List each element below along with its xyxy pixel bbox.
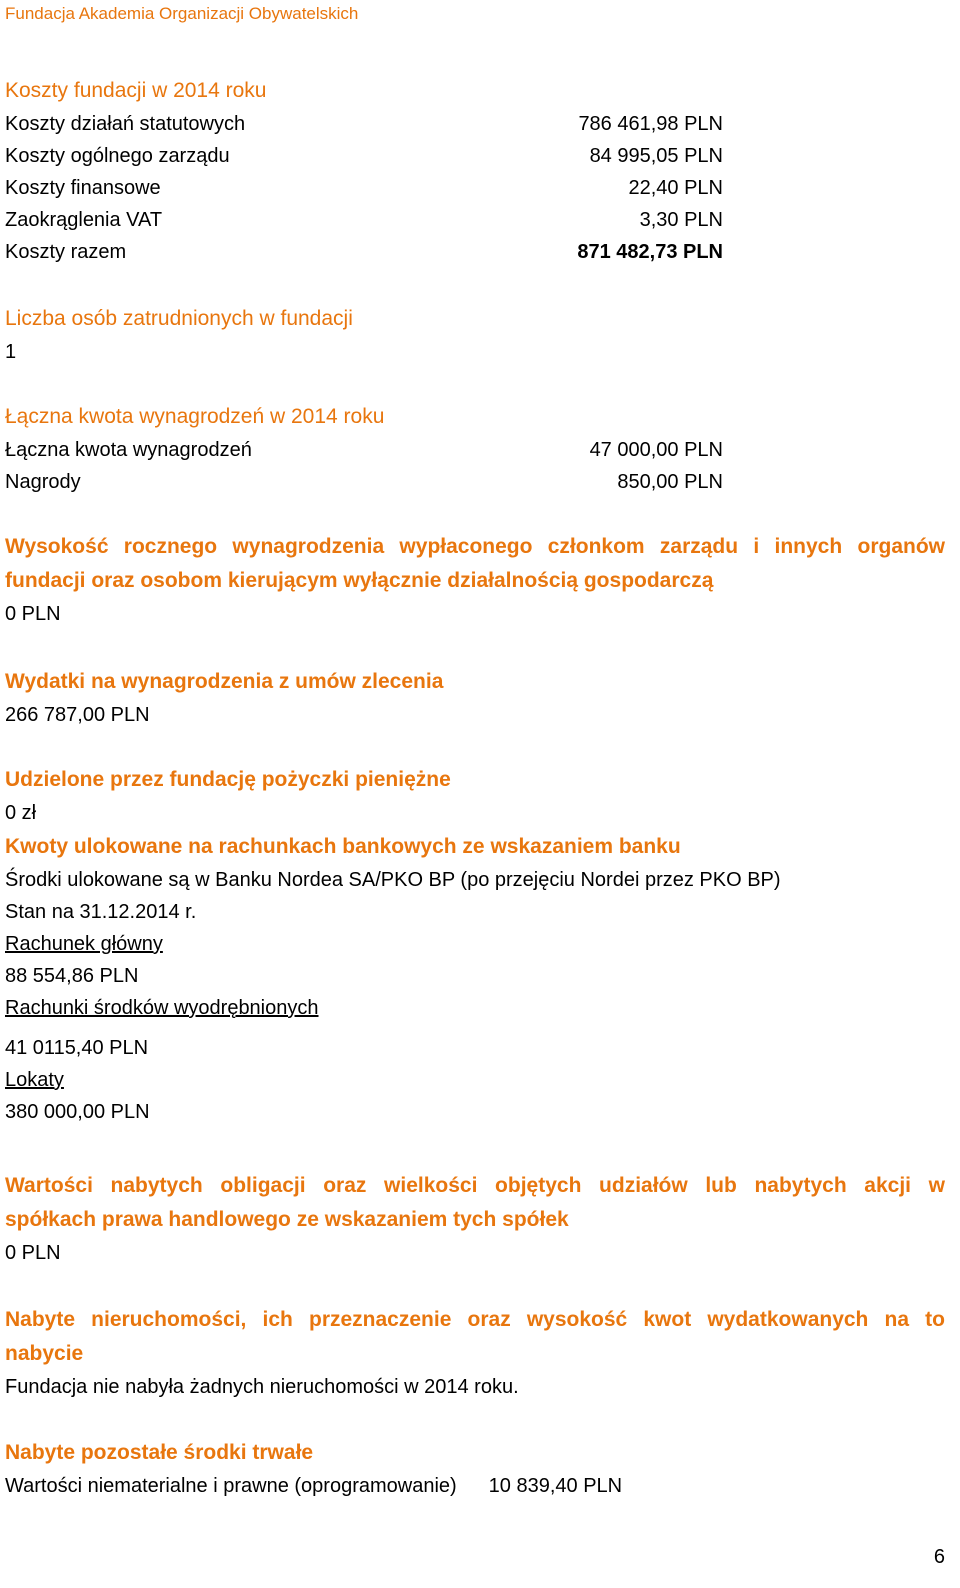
cost-label: Koszty finansowe <box>5 177 161 199</box>
page-number: 6 <box>933 1546 945 1568</box>
salary-label: Łączna kwota wynagrodzeń <box>5 439 252 461</box>
contracts-title: Wydatki na wynagrodzenia z umów zlecenia <box>5 670 444 693</box>
bank-info-line: Środki ulokowane są w Banku Nordea SA/PKO BP (po przejęciu Nordei przez PKO BP) <box>5 869 781 891</box>
cost-label: Zaokrąglenia VAT <box>5 209 163 231</box>
fixed-assets-value: 10 839,40 PLN <box>488 1475 623 1497</box>
employees-value: 1 <box>5 341 17 363</box>
salary-row <box>5 466 945 498</box>
realestate-value: Fundacja nie nabyła żadnych nieruchomości w 2014 roku. <box>5 1376 519 1398</box>
cost-total-label: Koszty razem <box>5 241 127 263</box>
contracts-value: 266 787,00 PLN <box>5 704 150 726</box>
fixed-assets-title: Nabyte pozostałe środki trwałe <box>5 1441 314 1464</box>
cost-label: Koszty działań statutowych <box>5 113 246 135</box>
cost-value: 786 461,98 PLN <box>578 113 723 135</box>
main-account-value: 88 554,86 PLN <box>5 965 139 987</box>
salary-value: 47 000,00 PLN <box>589 439 723 461</box>
loans-value: 0 zł <box>5 802 37 824</box>
deposits-label: Lokaty <box>5 1069 64 1091</box>
document-header: Fundacja Akademia Organizacji Obywatelskich <box>5 4 359 23</box>
cost-value: 22,40 PLN <box>628 177 723 199</box>
bonds-section <box>5 1169 945 1269</box>
cost-value: 84 995,05 PLN <box>589 145 723 167</box>
bank-title: Kwoty ulokowane na rachunkach bankowych ze wskazaniem banku <box>5 835 681 858</box>
salary-value: 850,00 PLN <box>617 471 723 493</box>
loans-section <box>5 763 945 829</box>
cost-label: Koszty ogólnego zarządu <box>5 145 230 167</box>
loans-title: Udzielone przez fundację pożyczki pieniężne <box>5 768 451 791</box>
board-pay-title-line1: Wysokość rocznego wynagrodzenia wypłaconego członkom zarządu i innych organów <box>5 535 945 558</box>
costs-section <box>5 74 945 268</box>
salary-row <box>5 434 945 466</box>
bonds-title-line1: Wartości nabytych obligacji oraz wielkości objętych udziałów lub nabytych akcji w <box>5 1174 945 1197</box>
employees-title: Liczba osób zatrudnionych w fundacji <box>5 307 353 330</box>
cost-row <box>5 204 945 236</box>
employees-section <box>5 302 945 368</box>
board-pay-value: 0 PLN <box>5 603 61 625</box>
contracts-section <box>5 665 945 731</box>
bonds-title-line2: spółkach prawa handlowego ze wskazaniem tych spółek <box>5 1208 569 1231</box>
board-pay-section <box>5 530 945 630</box>
cost-row <box>5 172 945 204</box>
bonds-value: 0 PLN <box>5 1242 61 1264</box>
salaries-title: Łączna kwota wynagrodzeń w 2014 roku <box>5 405 385 428</box>
realestate-title-line2: nabycie <box>5 1342 84 1365</box>
costs-title: Koszty fundacji w 2014 roku <box>5 79 267 102</box>
board-pay-title-line2: fundacji oraz osobom kierującym wyłącznie działalnością gospodarczą <box>5 569 714 592</box>
cost-row <box>5 140 945 172</box>
deposits-value: 380 000,00 PLN <box>5 1101 150 1123</box>
realestate-title-line1: Nabyte nieruchomości, ich przeznaczenie oraz wysokość kwot wydatkowanych na to <box>5 1308 945 1331</box>
main-account-label: Rachunek główny <box>5 933 163 955</box>
bank-section <box>5 830 945 1128</box>
salary-label: Nagrody <box>5 471 81 493</box>
bank-date-line: Stan na 31.12.2014 r. <box>5 901 197 923</box>
cost-total-value: 871 482,73 PLN <box>577 241 723 263</box>
fixed-assets-label: Wartości niematerialne i prawne (oprogramowanie) <box>5 1475 457 1497</box>
fixed-assets-row <box>5 1470 945 1502</box>
separate-accounts-label: Rachunki środków wyodrębnionych <box>5 997 319 1019</box>
separate-accounts-value: 41 0115,40 PLN <box>5 1037 149 1059</box>
salaries-section <box>5 400 945 498</box>
cost-total-row <box>5 236 945 268</box>
cost-value: 3,30 PLN <box>639 209 723 231</box>
cost-row <box>5 108 945 140</box>
fixed-assets-section <box>5 1436 945 1502</box>
realestate-section <box>5 1303 945 1403</box>
